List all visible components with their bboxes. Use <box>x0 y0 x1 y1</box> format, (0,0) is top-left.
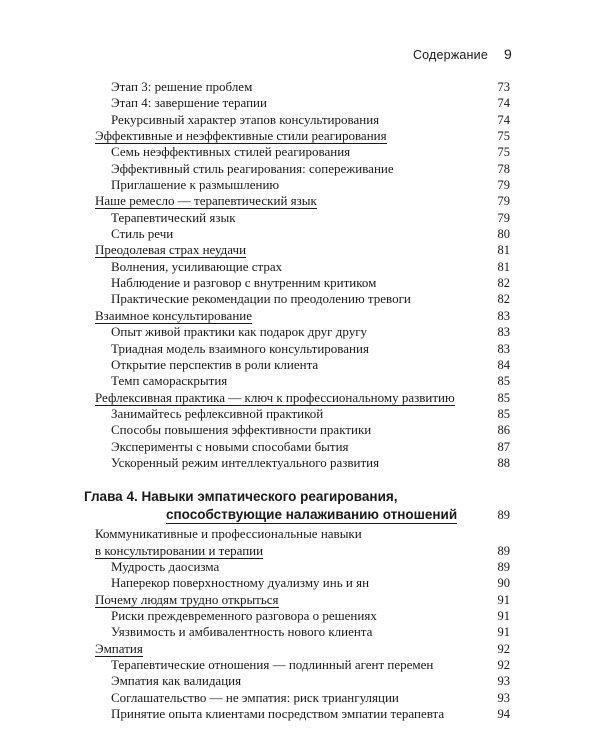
toc-entry-page: 87 <box>497 439 510 454</box>
toc-entry[interactable] <box>84 308 510 324</box>
toc-entry-page: 86 <box>497 423 510 438</box>
toc-entry[interactable] <box>84 177 510 193</box>
toc-entry-page: 83 <box>497 341 510 356</box>
entry-line-2: в консультировании и терапии <box>95 542 264 558</box>
toc-entry-page: 89 <box>497 559 510 574</box>
running-header <box>413 46 512 62</box>
toc-entry-page: 82 <box>497 292 510 307</box>
entry-page: 89 <box>497 543 510 558</box>
toc-entry-title: Взаимное консультирование <box>95 307 253 323</box>
toc-entry-page: 90 <box>497 576 510 591</box>
toc-entry[interactable] <box>84 357 510 373</box>
toc-entry-page: 81 <box>497 259 510 274</box>
toc-entry[interactable] <box>84 641 510 657</box>
toc-entry-page: 84 <box>497 357 510 372</box>
toc-entry-title: Приглашение к размышлению <box>111 177 280 193</box>
page-number: 9 <box>504 46 512 62</box>
toc-entry-page: 93 <box>497 674 510 689</box>
toc-entry-title: Преодолевая страх неудачи <box>95 242 247 258</box>
toc-entry-title: Триадная модель взаимного консультирования <box>111 340 369 356</box>
toc-entry[interactable] <box>84 657 510 673</box>
toc-entry-page: 74 <box>497 96 510 111</box>
toc-entry[interactable] <box>84 242 510 258</box>
toc-entry-page: 94 <box>497 707 510 722</box>
toc-entry-title: Способы повышения эффективности практики <box>111 422 372 438</box>
toc-entry[interactable] <box>84 575 510 591</box>
toc-entry-title: Уязвимость и амбивалентность нового клиента <box>111 624 373 640</box>
toc-entry-page: 74 <box>497 112 510 127</box>
spacer <box>84 471 510 488</box>
chapter-title-line-1: Глава 4. Навыки эмпатического реагирования, <box>84 489 398 505</box>
toc-entry-title: Почему людям трудно открыться <box>95 591 279 607</box>
chapter-title-line-2: способствующие налаживанию отношений <box>166 507 458 523</box>
toc-entry[interactable] <box>84 291 510 307</box>
toc-entry[interactable] <box>84 161 510 177</box>
toc-entry[interactable] <box>84 624 510 640</box>
toc-entry-page: 73 <box>497 80 510 94</box>
toc-entry-title: Эксперименты с новыми способами бытия <box>111 438 349 454</box>
toc-entry-page: 78 <box>497 161 510 176</box>
toc-entry-page: 92 <box>497 641 510 656</box>
toc-entry-page: 75 <box>497 145 510 160</box>
toc-entry-title: Этап 3: решение проблем <box>111 79 253 94</box>
toc-entry-title: Наше ремесло — терапевтический язык <box>95 193 317 209</box>
toc-entry[interactable] <box>84 341 510 357</box>
toc-entry[interactable] <box>84 422 510 438</box>
toc-entry-title: Риски преждевременного разговора о решениях <box>111 607 377 623</box>
entry-line-1: Коммуникативные и профессиональные навыки <box>95 526 362 542</box>
toc-entry-title: Терапевтический язык <box>111 209 236 225</box>
toc-entry-title: Занимайтесь рефлексивной практикой <box>111 405 324 421</box>
toc-entry-title: Эффективные и неэффективные стили реагирования <box>95 128 387 144</box>
toc-entry-title: Стиль речи <box>111 226 174 242</box>
toc-entry-title: Принятие опыта клиентами посредством эмпатии терапевта <box>111 706 445 722</box>
toc-entry-title: Опыт живой практики как подарок друг другу <box>111 324 368 340</box>
table-of-contents <box>84 79 510 722</box>
entry-line-2-wrap <box>95 543 510 559</box>
toc-entry-title: Соглашательство — не эмпатия: риск триангуляции <box>111 689 399 705</box>
chapter-heading[interactable] <box>84 488 510 524</box>
toc-entry[interactable] <box>84 79 510 95</box>
toc-entry-title: Эффективный стиль реагирования: сопереживание <box>111 160 394 176</box>
toc-entry[interactable] <box>84 95 510 111</box>
toc-entry-page: 88 <box>497 455 510 470</box>
toc-entry-page: 83 <box>497 308 510 323</box>
toc-entry-title: Наблюдение и разговор с внутренним критиком <box>111 275 377 291</box>
toc-entry[interactable] <box>84 406 510 422</box>
toc-entry-title: Эмпатия как валидация <box>111 673 242 689</box>
toc-section-b <box>84 559 510 722</box>
toc-entry-page: 79 <box>497 210 510 225</box>
toc-entry[interactable] <box>84 559 510 575</box>
toc-entry-title: Эмпатия <box>95 640 143 656</box>
toc-entry-multiline[interactable] <box>84 526 510 559</box>
toc-entry-title: Темп самораскрытия <box>111 373 228 389</box>
toc-entry-page: 91 <box>497 592 510 607</box>
toc-entry-title: Семь неэффективных стилей реагирования <box>111 144 351 160</box>
chapter-title-line-2-wrap <box>84 506 510 524</box>
toc-entry[interactable] <box>84 592 510 608</box>
toc-entry-title: Рекурсивный характер этапов консультирования <box>111 111 380 127</box>
toc-entry-title: Волнения, усиливающие страх <box>111 258 283 274</box>
toc-entry-page: 79 <box>497 194 510 209</box>
toc-entry[interactable] <box>84 210 510 226</box>
toc-entry[interactable] <box>84 144 510 160</box>
toc-entry[interactable] <box>84 324 510 340</box>
toc-entry-page: 92 <box>497 658 510 672</box>
toc-entry[interactable] <box>84 226 510 242</box>
toc-entry[interactable] <box>84 373 510 389</box>
toc-entry-title: Мудрость даосизма <box>111 558 220 574</box>
toc-entry[interactable] <box>84 690 510 706</box>
toc-entry-title: Практические рекомендации по преодолению тревоги <box>111 291 411 307</box>
toc-entry[interactable] <box>84 439 510 455</box>
toc-entry[interactable] <box>84 673 510 689</box>
toc-entry[interactable] <box>84 112 510 128</box>
toc-entry-title: Открытие перспектив в роли клиента <box>111 356 319 372</box>
section-title: Содержание <box>412 48 488 62</box>
toc-entry[interactable] <box>84 259 510 275</box>
toc-entry-page: 79 <box>497 178 510 193</box>
toc-entry-title: Ускоренный режим интеллектуального развития <box>111 454 380 470</box>
toc-entry-page: 85 <box>497 374 510 389</box>
chapter-page: 89 <box>497 508 510 523</box>
toc-entry[interactable] <box>84 128 510 144</box>
toc-entry[interactable] <box>84 455 510 471</box>
toc-entry-page: 81 <box>497 243 510 258</box>
toc-entry[interactable] <box>84 390 510 406</box>
toc-entry-page: 91 <box>497 625 510 640</box>
toc-entry-title: Терапевтические отношения — подлинный агент перемен <box>111 657 434 672</box>
toc-entry-title: Наперекор поверхностному дуализму инь и ян <box>111 575 370 591</box>
toc-entry-page: 85 <box>497 406 510 421</box>
toc-section-a <box>84 79 510 471</box>
toc-entry[interactable] <box>84 275 510 291</box>
toc-entry-page: 82 <box>497 276 510 291</box>
toc-entry[interactable] <box>84 608 510 624</box>
toc-entry[interactable] <box>84 706 510 722</box>
toc-entry-page: 91 <box>497 608 510 623</box>
toc-entry-page: 83 <box>497 325 510 340</box>
toc-entry-page: 93 <box>497 690 510 705</box>
toc-entry-page: 80 <box>497 227 510 242</box>
toc-entry-page: 75 <box>497 129 510 144</box>
toc-entry-title: Рефлексивная практика — ключ к профессиональному развитию <box>95 389 455 405</box>
toc-entry-page: 85 <box>497 390 510 405</box>
toc-entry[interactable] <box>84 193 510 209</box>
toc-entry-title: Этап 4: завершение терапии <box>111 95 267 111</box>
